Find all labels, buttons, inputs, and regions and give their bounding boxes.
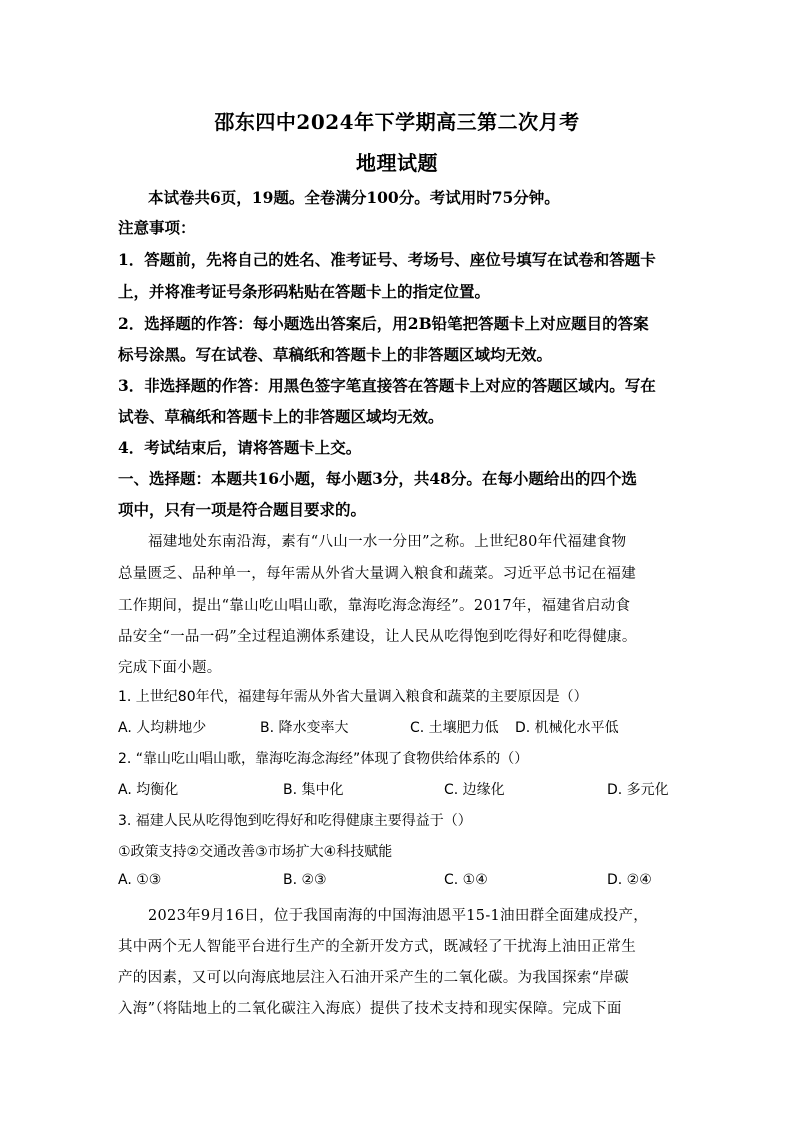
notice-line: 1．答题前，先将自己的姓名、准考证号、考场号、座位号填写在试卷和答题卡: [118, 250, 656, 269]
section-heading: 一、选择题：本题共16小题，每小题3分，共48分。在每小题给出的四个选: [118, 469, 637, 488]
notice-line: 3．非选择题的作答：用黑色签字笔直接答在答题卡上对应的答题区域内。写在: [118, 376, 656, 395]
question-stem: 2. “靠山吃山唱山歌，靠海吃海念海经”体现了食物供给体系的（）: [118, 751, 529, 767]
question-stem: 3. 福建人民从吃得饱到吃得好和吃得健康主要得益于（）: [118, 813, 472, 829]
passage-line: 完成下面小题。: [118, 660, 222, 676]
notice-line: 标号涂黑。写在试卷、草稿纸和答题卡上的非答题区域均无效。: [118, 345, 553, 364]
option-a[interactable]: A. 均衡化: [118, 782, 179, 798]
passage-line: 品安全“一品一码”全过程追溯体系建设，让人民从吃得饱到吃得好和吃得健康。: [118, 629, 637, 645]
option-b[interactable]: B. 集中化: [283, 782, 344, 798]
exam-intro: 本试卷共6页，19题。全卷满分100分。考试用时75分钟。: [148, 188, 560, 207]
option-d[interactable]: D. ②④: [607, 872, 652, 888]
option-c[interactable]: C. 边缘化: [444, 782, 505, 798]
passage-line: 总量匮乏、品种单一，每年需从外省大量调入粮食和蔬菜。习近平总书记在福建: [118, 566, 636, 582]
option-a[interactable]: A. 人均耕地少: [118, 720, 207, 736]
notice-line: 2．选择题的作答：每小题选出答案后，用2B铅笔把答题卡上对应题目的答案: [118, 314, 649, 333]
option-c[interactable]: C. 土壤肥力低: [410, 720, 499, 736]
notice-line: 4．考试结束后，请将答题卡上交。: [118, 438, 362, 457]
notice-line: 上，并将准考证号条形码粘贴在答题卡上的指定位置。: [118, 282, 491, 301]
option-b[interactable]: B. 降水变率大: [260, 720, 349, 736]
passage-line: 福建地处东南沿海，素有“八山一水一分田”之称。上世纪80年代福建食物: [148, 534, 627, 550]
passage-line: 其中两个无人智能平台进行生产的全新开发方式，既减轻了干扰海上油田正常生: [118, 939, 636, 955]
passage-line: 入海”（将陆地上的二氧化碳注入海底）提供了技术支持和现实保障。完成下面: [118, 1001, 622, 1017]
exam-subtitle: 地理试题: [356, 151, 438, 175]
passage-line: 产的因素，又可以向海底地层注入石油开采产生的二氧化碳。为我国探索“岸碳: [118, 970, 629, 986]
option-d[interactable]: D. 机械化水平低: [515, 720, 619, 736]
option-c[interactable]: C. ①④: [444, 872, 488, 888]
question-sub-items: ①政策支持②交通改善③市场扩大④科技赋能: [118, 844, 393, 860]
option-a[interactable]: A. ①③: [118, 872, 162, 888]
passage-line: 工作期间，提出“靠山吃山唱山歌，靠海吃海念海经”。2017年，福建省启动食: [118, 598, 631, 614]
option-d[interactable]: D. 多元化: [607, 782, 669, 798]
section-heading: 项中，只有一项是符合题目要求的。: [118, 500, 367, 519]
passage-line: 2023年9月16日，位于我国南海的中国海油恩平15-1油田群全面建成投产，: [148, 908, 649, 924]
question-stem: 1. 上世纪80年代，福建每年需从外省大量调入粮食和蔬菜的主要原因是（）: [118, 689, 588, 705]
option-b[interactable]: B. ②③: [283, 872, 327, 888]
exam-title: 邵东四中2024年下学期高三第二次月考: [214, 110, 580, 134]
notice-heading: 注意事项：: [118, 218, 196, 237]
notice-line: 试卷、草稿纸和答题卡上的非答题区域均无效。: [118, 407, 444, 426]
